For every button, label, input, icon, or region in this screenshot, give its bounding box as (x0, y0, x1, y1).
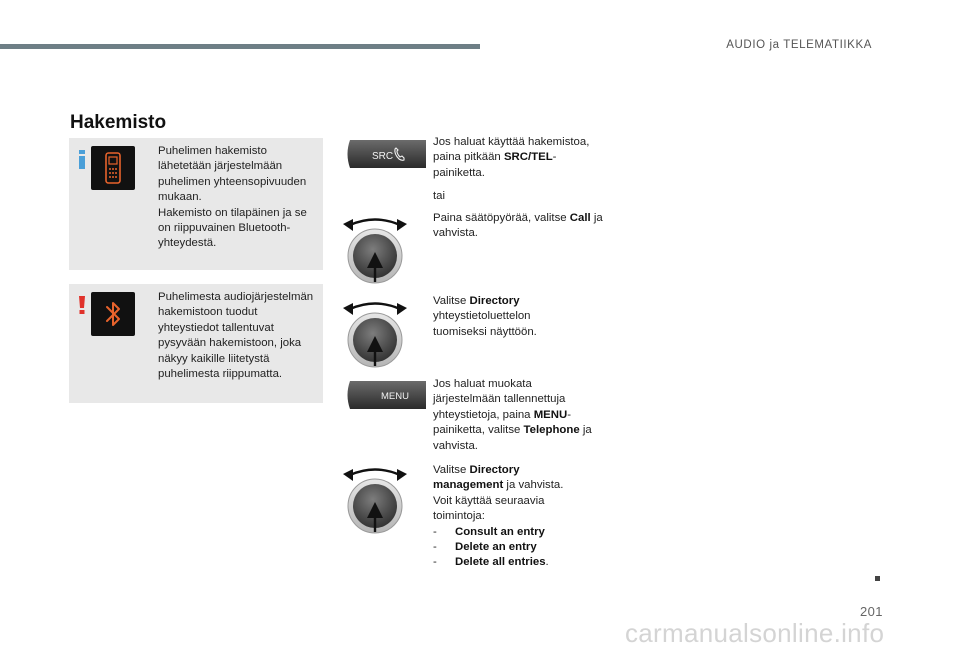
section-title: AUDIO ja TELEMATIIKKA (726, 39, 872, 51)
step-menu (433, 377, 595, 454)
step-directory (433, 294, 558, 340)
page-number: 201 (860, 604, 883, 619)
list-suffix: . (545, 556, 549, 569)
page-title: Hakemisto (70, 112, 167, 133)
step-call (433, 211, 603, 242)
watermark: carmanualsonline.info (625, 618, 885, 648)
menu-button-label: MENU (381, 391, 409, 402)
src-tel-button[interactable] (344, 139, 428, 169)
step-bold: Call (569, 212, 591, 224)
control-wheel-2[interactable] (342, 296, 408, 368)
control-wheel-3[interactable] (342, 462, 408, 534)
list-dash: - (433, 541, 437, 554)
step-text: Valitse (433, 295, 470, 307)
step-text: Paina säätöpyörää, valitse (433, 212, 570, 224)
mobile-phone-icon (91, 146, 135, 190)
step-text: ja vahvista. (503, 479, 564, 492)
info-mark-icon (77, 148, 87, 170)
step-bold: SRC/TEL (503, 151, 553, 164)
step-bold: Directory (469, 295, 520, 307)
step-text: ja vahvista. (433, 424, 592, 452)
menu-button[interactable] (344, 380, 428, 410)
step-bold: MENU (533, 408, 568, 421)
step-text: -painiketta, valitse (433, 408, 572, 437)
step-text: ja vahvista. (433, 212, 603, 240)
list-item (433, 540, 583, 555)
warning-box (69, 284, 323, 403)
step-or: tai (433, 190, 446, 202)
src-button-label: SRC (372, 151, 394, 162)
info-box-text: Puhelimen hakemisto lähetetään järjestelmään puhelimen yhteensopivuuden mukaan. Hakemisto on tilapäinen ja se on riippuvainen Bluetooth-yhteydestä. (158, 145, 307, 250)
bluetooth-icon (91, 292, 135, 336)
step-directory-management (433, 463, 583, 571)
step-text: Jos haluat käyttää hakemistoa, paina pitkään (433, 136, 590, 164)
top-bar (0, 44, 480, 49)
list-label: Consult an entry (455, 525, 545, 538)
step-src-tel (433, 135, 603, 181)
list-dash: - (433, 525, 437, 538)
step-text: Jos haluat muokata järjestelmään tallennettuja yhteystietoja, paina (433, 378, 566, 421)
control-wheel-1[interactable] (342, 212, 408, 284)
warning-mark-icon (77, 294, 87, 316)
warning-box-text: Puhelimesta audiojärjestelmän hakemistoon tuodut yhteystiedot tallentuvat pysyvään hakemistoon, joka näkyy kaikille liitetystä puhelimesta riippumatta. (158, 291, 314, 381)
step-text: Voit käyttää seuraavia toimintoja: (433, 494, 545, 523)
info-box (69, 138, 323, 270)
step-text: yhteystietoluettelon tuomiseksi näyttöön. (433, 310, 537, 338)
step-text: -painiketta. (433, 151, 557, 179)
list-label: Delete all entries (455, 556, 546, 569)
list-label: Delete an entry (455, 541, 537, 554)
end-marker (875, 576, 880, 581)
list-dash: - (433, 556, 437, 569)
step-text: Valitse (433, 464, 470, 476)
step-bold: Telephone (523, 424, 580, 437)
list-item (433, 525, 583, 540)
list-item (433, 555, 583, 570)
step-bold: Directory management (433, 464, 520, 492)
